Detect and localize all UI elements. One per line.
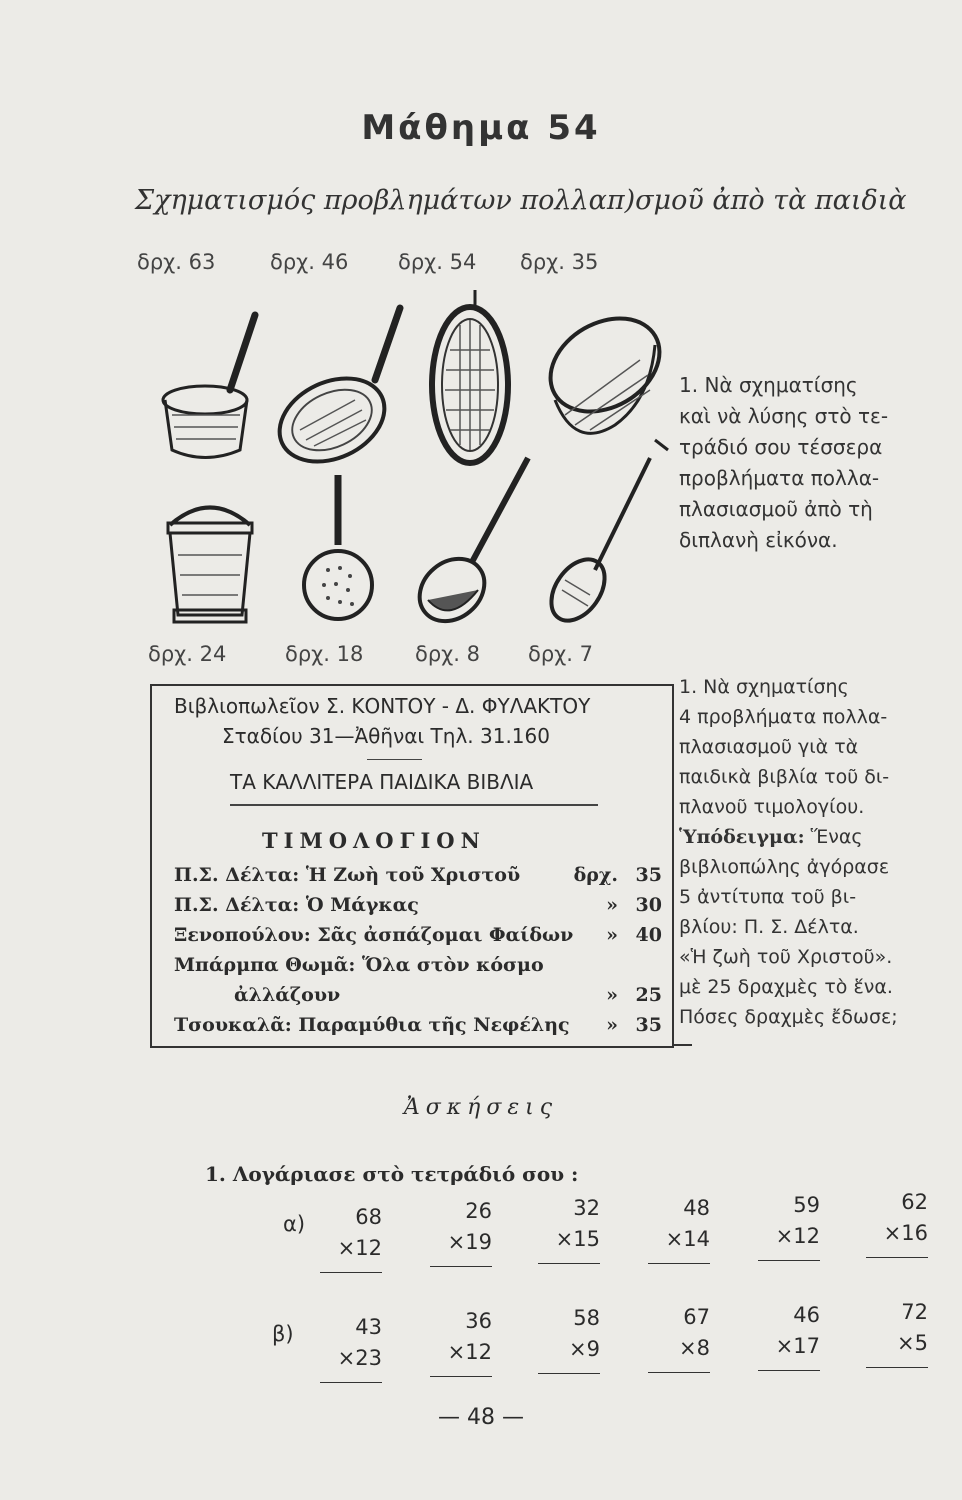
multiplication-problem: 67 ×8 [630,1302,710,1373]
exercises-heading: Ἀσκήσεις [403,1095,559,1120]
price-frying-pan: δρχ. 46 [270,250,349,274]
multiplication-problem: 32 ×15 [520,1193,600,1264]
column-divider [672,684,674,1046]
lesson-subtitle: Σχηματισμός προβλημάτων πολλαπ)σμοῦ ἀπὸ τὰ παιδιὰ [135,185,907,216]
catalog-title: ΤΙΜΟΛΟΓΙΟΝ [262,828,486,853]
price-spoon: δρχ. 7 [528,642,594,666]
frying-pan-icon [270,300,410,470]
catalog-instruction: 1. Νὰ σχηματίσης 4 προβλήματα πολλα- πλασιασμοῦ γιὰ τὰ παιδικὰ βιβλία τοῦ δι- πλανοῦ τιμολογίου. Ὑπόδειγμα: Ἕνας βιβλιοπώλης ἀγόρασε 5 ἀντίτυπα τοῦ βι- βλίου: Π. Σ. Δέλτα. «Ἡ ζωὴ τοῦ Χριστοῦ». μὲ 25 δραχμὲς τὸ ἕνα. Πόσες δραχμὲς ἔδωσε; [679,676,898,1028]
multiplication-problem: 62 ×16 [848,1187,928,1258]
multiplication-problem: 72 ×5 [848,1297,928,1368]
multiplication-problem: 43 ×23 [302,1312,382,1383]
price-ladle: δρχ. 8 [415,642,481,666]
bookshop-address: Σταδίου 31—Ἀθῆναι Τηλ. 31.160 [222,724,550,748]
price-bucket: δρχ. 24 [148,642,227,666]
row-b-label: β) [272,1322,294,1346]
multiplication-problem: 48 ×14 [630,1193,710,1264]
multiplication-problem: 68 ×12 [302,1202,382,1273]
price-strainer: δρχ. 35 [520,250,599,274]
strainer-icon [530,300,670,470]
price-sieve: δρχ. 54 [398,250,477,274]
spoon-icon [540,450,660,630]
multiplication-problem: 58 ×9 [520,1303,600,1374]
multiplication-problem: 26 ×19 [412,1196,492,1267]
saucepan-icon [160,305,270,470]
sieve-icon [420,290,520,470]
exercise-title: 1. Λογάριασε στὸ τετράδιό σου : [205,1162,579,1186]
bookshop-slogan: ΤΑ ΚΑΛΛΙΤΕΡΑ ΠΑΙΔΙΚΑ ΒΙΒΛΙΑ [230,770,534,794]
price-saucepan: δρχ. 63 [137,250,216,274]
bookshop-catalog: Βιβλιοπωλεῖον Σ. ΚΟΝΤΟΥ - Δ. ΦΥΛΑΚΤΟΥ Σταδίου 31—Ἀθῆναι Τηλ. 31.160 ΤΑ ΚΑΛΛΙΤΕΡΑ ΠΑΙΔΙΚΑ ΒΙΒΛΙΑ ΤΙΜΟΛΟΓΙΟΝ Π.Σ. Δέλτα: Ἡ Ζωὴ τοῦ Χριστοῦ δρχ. 35 Π.Σ. Δέλτα: Ὁ Μάγκας » 30 Ξενοπούλου: Σᾶς ἀσπάζομαι Φαίδων » 40 Μπάρμπα Θωμᾶ: Ὅλα στὸν κόσμο ἀλλάζουν » 25 Τσουκαλᾶ: Παραμύθια τῆς Νεφέλης » 35 [150,684,674,1048]
price-skimmer: δρχ. 18 [285,642,364,666]
divider [367,759,422,760]
example-label: Ὑπόδειγμα: [679,826,805,848]
multiplication-problem: 46 ×17 [740,1300,820,1371]
bookshop-name: Βιβλιοπωλεῖον Σ. ΚΟΝΤΟΥ - Δ. ΦΥΛΑΚΤΟΥ [174,694,591,718]
page-title: Μάθημα 54 [361,108,601,148]
picture-instruction: 1. Νὰ σχηματίσης καὶ νὰ λύσης στὸ τε- τράδιό σου τέσσερα προβλήματα πολλα- πλασιασμοῦ ἀπὸ τὴ διπλανὴ εἰκόνα. [679,373,889,552]
divider [672,1044,692,1046]
ladle-icon [410,450,540,630]
multiplication-problem: 59 ×12 [740,1190,820,1261]
bucket-icon [160,495,260,630]
row-a-label: α) [283,1212,306,1236]
skimmer-icon [298,470,378,630]
page-number: — 48 — [438,1405,524,1430]
divider [230,804,598,806]
multiplication-problem: 36 ×12 [412,1306,492,1377]
